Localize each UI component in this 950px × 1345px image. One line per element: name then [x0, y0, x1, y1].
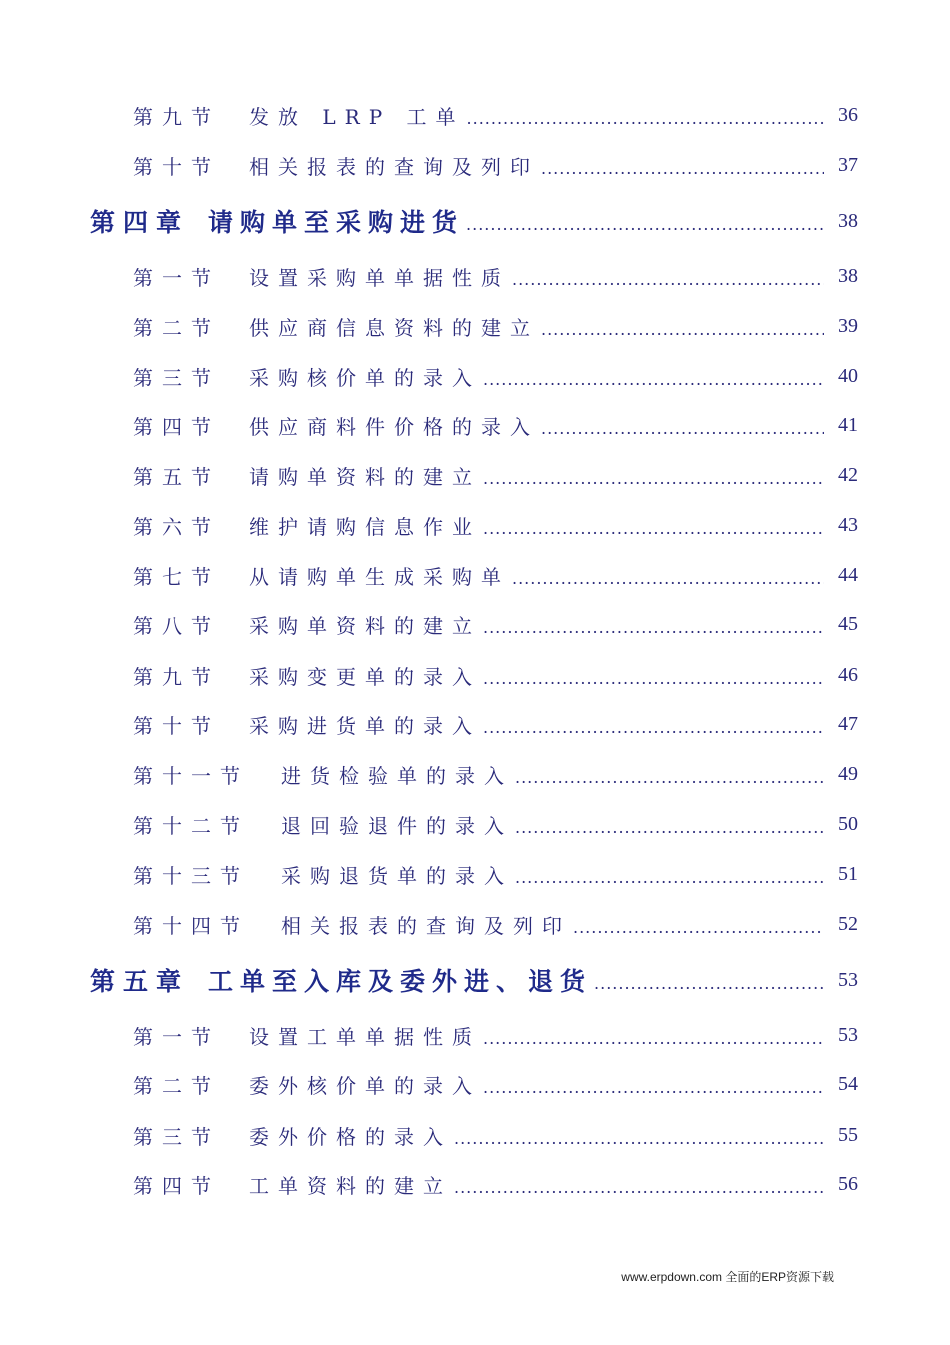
entry-title: 维护请购信息作业	[249, 514, 481, 539]
entry-page-number: 55	[838, 1123, 858, 1146]
entry-page-number: 38	[838, 209, 858, 232]
entry-title: 采购单资料的建立	[249, 613, 481, 638]
toc-entry[interactable]	[133, 460, 858, 490]
entry-title: 采购核价单的录入	[249, 365, 481, 390]
entry-page-number: 54	[838, 1072, 858, 1095]
toc-entry[interactable]	[133, 609, 858, 639]
entry-title: 进货检验单的录入	[281, 763, 513, 788]
entry-title: 请购单资料的建立	[249, 464, 481, 489]
entry-number: 第六节	[133, 514, 220, 539]
entry-title: 委外价格的录入	[249, 1124, 452, 1149]
dot-leader	[573, 918, 824, 937]
dot-leader	[483, 469, 824, 488]
entry-page-number: 46	[838, 663, 858, 686]
dot-leader	[483, 1078, 824, 1097]
entry-number: 第十节	[133, 154, 220, 179]
toc-entry[interactable]	[133, 1120, 858, 1150]
entry-page-number: 56	[838, 1172, 858, 1195]
dot-leader	[512, 569, 824, 588]
entry-title: 发放 LRP 工单	[249, 104, 465, 129]
entry-page-number: 53	[838, 1023, 858, 1046]
toc-entry[interactable]	[133, 410, 858, 440]
entry-number: 第十节	[133, 713, 220, 738]
entry-number: 第七节	[133, 564, 220, 589]
footer-watermark[interactable]: www.erpdown.com 全面的ERP资源下载	[621, 1270, 834, 1284]
entry-page-number: 53	[838, 968, 858, 991]
toc-entry[interactable]	[133, 311, 858, 341]
entry-title: 设置工单单据性质	[249, 1024, 481, 1049]
toc-entry[interactable]	[133, 859, 858, 889]
entry-page-number: 36	[838, 103, 858, 126]
chapter-title: 工单至入库及委外进、退货	[208, 967, 593, 996]
entry-title: 供应商料件价格的录入	[249, 414, 539, 439]
entry-title: 工单资料的建立	[249, 1173, 452, 1198]
entry-number: 第八节	[133, 613, 220, 638]
entry-page-number: 40	[838, 364, 858, 387]
entry-title: 从请购单生成采购单	[249, 564, 510, 589]
dot-leader	[515, 868, 824, 887]
entry-title: 采购退货单的录入	[281, 863, 513, 888]
dot-leader	[512, 270, 824, 289]
entry-title: 相关报表的查询及列印	[281, 913, 571, 938]
dot-leader	[515, 768, 824, 787]
entry-page-number: 51	[838, 862, 858, 885]
entry-number: 第二节	[133, 315, 220, 340]
dot-leader	[541, 159, 824, 178]
entry-number: 第一节	[133, 265, 220, 290]
toc-entry[interactable]	[133, 709, 858, 739]
toc-entry[interactable]	[133, 809, 858, 839]
entry-number: 第四节	[133, 414, 220, 439]
chapter-number: 第四章	[90, 208, 190, 237]
toc-chapter-entry[interactable]	[90, 962, 858, 998]
toc-entry[interactable]	[133, 759, 858, 789]
dot-leader	[483, 370, 824, 389]
dot-leader	[541, 419, 824, 438]
entry-title: 供应商信息资料的建立	[249, 315, 539, 340]
entry-page-number: 41	[838, 413, 858, 436]
dot-leader	[454, 1129, 824, 1148]
entry-page-number: 45	[838, 612, 858, 635]
dot-leader	[594, 974, 824, 993]
entry-number: 第三节	[133, 365, 220, 390]
chapter-number: 第五章	[90, 967, 190, 996]
entry-page-number: 50	[838, 812, 858, 835]
entry-number: 第一节	[133, 1024, 220, 1049]
entry-page-number: 43	[838, 513, 858, 536]
entry-title: 委外核价单的录入	[249, 1073, 481, 1098]
dot-leader	[483, 519, 824, 538]
entry-number: 第十三节	[133, 863, 249, 888]
entry-page-number: 52	[838, 912, 858, 935]
entry-title: 退回验退件的录入	[281, 813, 513, 838]
entry-page-number: 44	[838, 563, 858, 586]
entry-number: 第四节	[133, 1173, 220, 1198]
toc-entry[interactable]	[133, 1169, 858, 1199]
entry-number: 第十一节	[133, 763, 249, 788]
dot-leader	[467, 109, 824, 128]
toc-entry[interactable]	[133, 660, 858, 690]
dot-leader	[483, 618, 824, 637]
dot-leader	[466, 215, 824, 234]
toc-entry[interactable]	[133, 100, 858, 130]
dot-leader	[483, 718, 824, 737]
toc-entry[interactable]	[133, 909, 858, 939]
entry-title: 设置采购单单据性质	[249, 265, 510, 290]
toc-entry[interactable]	[133, 510, 858, 540]
dot-leader	[483, 669, 824, 688]
dot-leader	[454, 1178, 824, 1197]
chapter-title: 请购单至采购进货	[208, 208, 465, 237]
entry-page-number: 39	[838, 314, 858, 337]
entry-page-number: 38	[838, 264, 858, 287]
dot-leader	[541, 320, 824, 339]
toc-chapter-entry[interactable]	[90, 203, 858, 239]
entry-title: 采购进货单的录入	[249, 713, 481, 738]
entry-number: 第十四节	[133, 913, 249, 938]
toc-entry[interactable]	[133, 1020, 858, 1050]
entry-page-number: 42	[838, 463, 858, 486]
entry-number: 第五节	[133, 464, 220, 489]
entry-number: 第九节	[133, 104, 220, 129]
dot-leader	[483, 1029, 824, 1048]
entry-page-number: 47	[838, 712, 858, 735]
entry-title: 相关报表的查询及列印	[249, 154, 539, 179]
entry-page-number: 37	[838, 153, 858, 176]
toc-entry[interactable]	[133, 1069, 858, 1099]
entry-title: 采购变更单的录入	[249, 664, 481, 689]
toc-entry[interactable]	[133, 150, 858, 180]
toc-entry[interactable]	[133, 560, 858, 590]
toc-entry[interactable]	[133, 361, 858, 391]
entry-number: 第二节	[133, 1073, 220, 1098]
dot-leader	[515, 818, 824, 837]
entry-number: 第三节	[133, 1124, 220, 1149]
entry-page-number: 49	[838, 762, 858, 785]
entry-number: 第九节	[133, 664, 220, 689]
toc-entry[interactable]	[133, 261, 858, 291]
entry-number: 第十二节	[133, 813, 249, 838]
